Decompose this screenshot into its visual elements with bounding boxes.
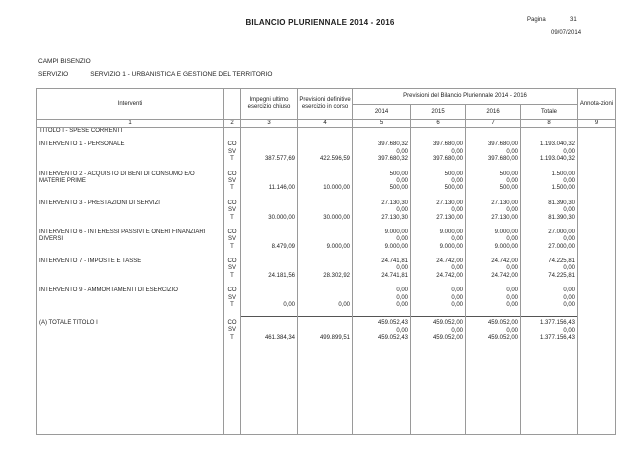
value-cell: 459.052,00 0,00 459.052,00 (466, 317, 521, 350)
page-number-label: Pagina (527, 17, 546, 23)
value-cell: 461.384,34 (241, 317, 298, 350)
header-col2-empty (224, 89, 241, 120)
col-number: 7 (466, 120, 521, 128)
header-2014: 2014 (353, 105, 411, 120)
value-cell: 10.000,00 (298, 171, 353, 200)
column-number-row (37, 120, 616, 128)
service-label: SERVIZIO (38, 71, 69, 78)
table-header (37, 89, 616, 128)
header-impegni: Impegni ultimo esercizio chiuso (241, 89, 298, 120)
header-interventi: Interventi (37, 89, 224, 120)
value-cell: 9.000,00 0,00 9.000,00 (466, 229, 521, 258)
table-body (37, 128, 616, 435)
value-cell: 387.577,69 (241, 141, 298, 170)
intervention-label: INTERVENTO 3 - PRESTAZIONI DI SERVIZI (37, 200, 224, 229)
line-type-cell: CO SV T (224, 229, 241, 258)
value-cell: 9.000,00 0,00 9.000,00 (411, 229, 466, 258)
page-number: 31 (570, 17, 577, 23)
intervention-label: INTERVENTO 6 - INTERESSI PASSIVI E ONERI FINANZIARI DIVERSI (37, 229, 224, 258)
line-type-cell: CO SV T (224, 287, 241, 317)
table-row (37, 258, 616, 287)
header-previsioni-definitive: Previsioni definitive esercizio in corso (298, 89, 353, 120)
annotation-cell (578, 258, 616, 287)
section-title: TITOLO I - SPESE CORRENTI (37, 128, 224, 142)
value-cell: 1.377.156,43 0,00 1.377.156,43 (521, 317, 578, 350)
annotation-cell (578, 229, 616, 258)
header-previsioni-pluriennale: Previsioni del Bilancio Pluriennale 2014 - 2016 (353, 89, 578, 105)
value-cell: 27.130,00 0,00 27.130,00 (411, 200, 466, 229)
value-cell: 24.742,00 0,00 24.742,00 (411, 258, 466, 287)
value-cell: 1.500,00 0,00 1.500,00 (521, 171, 578, 200)
budget-table (36, 88, 616, 435)
annotation-cell (578, 171, 616, 200)
col-number: 1 (37, 120, 224, 128)
intervention-label: (A) TOTALE TITOLO I (37, 317, 224, 350)
value-cell: 0,00 (298, 287, 353, 317)
value-cell: 0,00 0,00 0,00 (521, 287, 578, 317)
annotation-cell (578, 141, 616, 170)
value-cell: 397.680,32 0,00 397.680,32 (353, 141, 411, 170)
total-row (37, 317, 616, 350)
col-number: 4 (298, 120, 353, 128)
value-cell: 500,00 0,00 500,00 (353, 171, 411, 200)
value-cell: 422.596,59 (298, 141, 353, 170)
value-cell: 397.680,00 0,00 397.680,00 (411, 141, 466, 170)
intervention-label: INTERVENTO 7 - IMPOSTE E TASSE (37, 258, 224, 287)
section-title-row (37, 128, 616, 142)
col-number: 2 (224, 120, 241, 128)
header-2016: 2016 (466, 105, 521, 120)
value-cell: 28.302,92 (298, 258, 353, 287)
value-cell: 74.225,81 0,00 74.225,81 (521, 258, 578, 287)
col-number: 5 (353, 120, 411, 128)
table-row (37, 171, 616, 200)
value-cell: 459.052,43 0,00 459.052,43 (353, 317, 411, 350)
value-cell: 30.000,00 (241, 200, 298, 229)
value-cell: 9.000,00 (298, 229, 353, 258)
table-row (37, 200, 616, 229)
value-cell: 27.000,00 0,00 27.000,00 (521, 229, 578, 258)
table-row (37, 141, 616, 170)
header-annotazioni: Annota-zioni (578, 89, 616, 120)
annotation-cell (578, 200, 616, 229)
value-cell: 500,00 0,00 500,00 (466, 171, 521, 200)
line-type-cell: CO SV T (224, 317, 241, 350)
value-cell: 81.390,30 0,00 81.390,30 (521, 200, 578, 229)
service-line (38, 71, 272, 78)
value-cell: 11.146,00 (241, 171, 298, 200)
intervention-label: INTERVENTO 9 - AMMORTAMENTI DI ESERCIZIO (37, 287, 224, 317)
annotation-cell (578, 287, 616, 317)
empty-filler-row (37, 350, 616, 435)
col-number: 9 (578, 120, 616, 128)
line-type-cell: CO SV T (224, 258, 241, 287)
intervention-label: INTERVENTO 1 - PERSONALE (37, 141, 224, 170)
table-row (37, 287, 616, 317)
line-type-cell: CO SV T (224, 171, 241, 200)
value-cell: 24.181,56 (241, 258, 298, 287)
value-cell: 500,00 0,00 500,00 (411, 171, 466, 200)
value-cell: 397.680,00 0,00 397.680,00 (466, 141, 521, 170)
line-type-cell: CO SV T (224, 200, 241, 229)
value-cell: 1.193.040,32 0,00 1.193.040,32 (521, 141, 578, 170)
value-cell: 0,00 0,00 0,00 (411, 287, 466, 317)
col-number: 3 (241, 120, 298, 128)
page-title: BILANCIO PLURIENNALE 2014 - 2016 (245, 18, 395, 27)
header-totale: Totale (521, 105, 578, 120)
line-type-cell: CO SV T (224, 141, 241, 170)
service-value: SERVIZIO 1 - URBANISTICA E GESTIONE DEL TERRITORIO (90, 71, 273, 78)
value-cell: 9.000,00 0,00 9.000,00 (353, 229, 411, 258)
value-cell: 27.130,30 0,00 27.130,30 (353, 200, 411, 229)
value-cell: 0,00 0,00 0,00 (466, 287, 521, 317)
annotation-cell (578, 317, 616, 350)
value-cell: 24.741,81 0,00 24.741,81 (353, 258, 411, 287)
table-row (37, 229, 616, 258)
value-cell: 24.742,00 0,00 24.742,00 (466, 258, 521, 287)
header-2015: 2015 (411, 105, 466, 120)
value-cell: 499.899,51 (298, 317, 353, 350)
value-cell: 0,00 (241, 287, 298, 317)
entity-name: CAMPI BISENZIO (38, 58, 91, 65)
col-number: 6 (411, 120, 466, 128)
value-cell: 0,00 0,00 0,00 (353, 287, 411, 317)
value-cell: 30.000,00 (298, 200, 353, 229)
col-number: 8 (521, 120, 578, 128)
value-cell: 8.479,09 (241, 229, 298, 258)
intervention-label: INTERVENTO 2 - ACQUISTO DI BENI DI CONSUMO E/O MATERIE PRIME (37, 171, 224, 200)
document-date: 09/07/2014 (551, 30, 582, 36)
value-cell: 459.052,00 0,00 459.052,00 (411, 317, 466, 350)
value-cell: 27.130,00 0,00 27.130,00 (466, 200, 521, 229)
